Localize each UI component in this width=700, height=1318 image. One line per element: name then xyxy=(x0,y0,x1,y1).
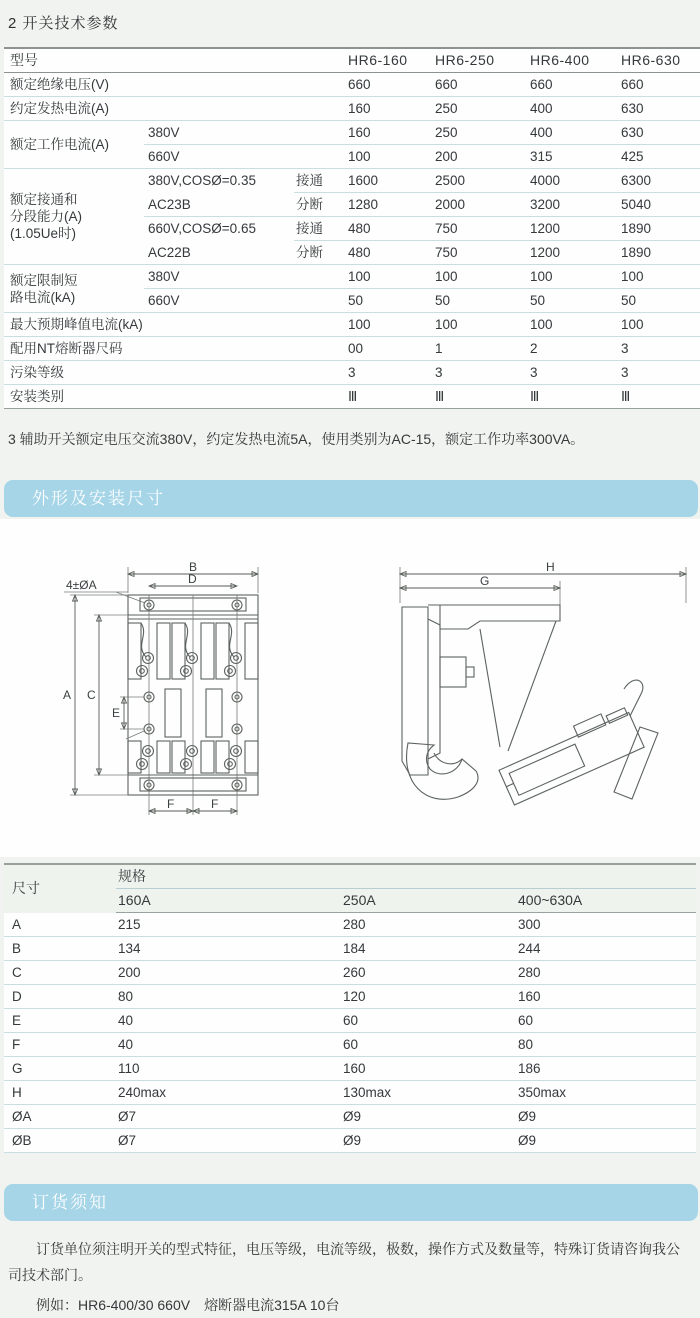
model-hr6-160: HR6-160 xyxy=(346,48,433,73)
table-cell: 接通 xyxy=(294,217,346,241)
table-row xyxy=(4,1057,696,1081)
table-row xyxy=(4,97,700,121)
dim-label-c: C xyxy=(87,688,96,702)
table-cell: 额定接通和 分段能力(A) (1.05Ue时) xyxy=(4,169,144,265)
hole-callout: 4±ØA xyxy=(66,578,97,592)
table-cell: 160 xyxy=(516,985,696,1009)
table-cell: B xyxy=(4,937,116,961)
table-cell: 100 xyxy=(346,265,433,289)
table-cell: 120 xyxy=(341,985,516,1009)
dims-corner-label: 尺寸 xyxy=(4,864,116,913)
table-cell: Ø7 xyxy=(116,1105,341,1129)
table-cell: 40 xyxy=(116,1009,341,1033)
table-cell: 750 xyxy=(433,217,528,241)
table-cell: 1600 xyxy=(346,169,433,193)
table-cell: 630 xyxy=(619,121,700,145)
table-cell: Ⅲ xyxy=(435,389,445,404)
table-row xyxy=(4,961,696,985)
table-cell: 分断 xyxy=(294,241,346,265)
table-cell: 100 xyxy=(433,265,528,289)
dim-label-b: B xyxy=(189,561,198,574)
table-cell: 250 xyxy=(433,121,528,145)
table-cell: 50 xyxy=(433,289,528,313)
table-cell: C xyxy=(4,961,116,985)
section-header-ordering-notes: 订货须知 xyxy=(4,1184,698,1221)
table-cell: 400 xyxy=(528,97,619,121)
table-cell: 250 xyxy=(433,97,528,121)
dim-label-e: E xyxy=(112,706,121,720)
table-cell: 660 xyxy=(433,73,528,97)
table-cell: 配用NT熔断器尺码 xyxy=(4,337,346,361)
table-cell: 660 xyxy=(528,73,619,97)
table-cell: ØA xyxy=(4,1105,116,1129)
table-cell: 110 xyxy=(116,1057,341,1081)
table-cell: ØB xyxy=(12,1133,32,1148)
table-cell: 额定绝缘电压(V) xyxy=(4,73,346,97)
table-cell: 380V xyxy=(144,121,346,145)
table-cell: 160 xyxy=(341,1057,516,1081)
table-row xyxy=(4,337,700,361)
section-header-outline-dimensions: 外形及安装尺寸 xyxy=(4,480,698,517)
table-row xyxy=(4,361,700,385)
model-label: 型号 xyxy=(4,48,346,73)
table-cell: 160 xyxy=(346,97,433,121)
dim-label-a: A xyxy=(63,688,72,702)
dimension-drawings xyxy=(0,519,700,857)
table-cell: 接通 xyxy=(294,169,346,193)
dims-header-row xyxy=(4,864,696,889)
table-cell: 480 xyxy=(346,241,433,265)
front-view-drawing xyxy=(28,561,358,829)
table-cell: 50 xyxy=(619,289,700,313)
table-cell: 215 xyxy=(116,913,341,937)
table-cell: 660 xyxy=(346,73,433,97)
table-cell: 300 xyxy=(516,913,696,937)
table-cell: 380V xyxy=(144,265,346,289)
table-cell: Ø7 xyxy=(118,1133,137,1148)
table-cell: 约定发热电流(A) xyxy=(4,97,346,121)
table-cell: 额定工作电流(A) xyxy=(4,121,144,169)
table-row xyxy=(4,265,700,289)
table-cell: 425 xyxy=(619,145,700,169)
table-cell: 80 xyxy=(516,1033,696,1057)
table-cell: 260 xyxy=(341,961,516,985)
table-cell: 3 xyxy=(619,337,700,361)
table-cell: 60 xyxy=(341,1009,516,1033)
model-hr6-400: HR6-400 xyxy=(528,48,619,73)
table-row xyxy=(4,313,700,337)
table-row xyxy=(4,169,700,193)
table-cell: 660 xyxy=(619,73,700,97)
table-cell: 安装类别 xyxy=(10,389,64,404)
table-cell: 50 xyxy=(346,289,433,313)
table-cell: 2500 xyxy=(433,169,528,193)
table-cell: 100 xyxy=(528,313,619,337)
table-cell: 60 xyxy=(341,1033,516,1057)
table-cell: 1 xyxy=(433,337,528,361)
dim-label-g: G xyxy=(480,574,490,588)
table-row xyxy=(4,1105,696,1129)
table-cell: 380V,COSØ=0.35 xyxy=(148,173,256,189)
table-cell: A xyxy=(4,913,116,937)
table-cell: Ø9 xyxy=(343,1133,362,1148)
table-cell: Ø9 xyxy=(518,1133,537,1148)
table-row xyxy=(4,913,696,937)
table-cell: 280 xyxy=(341,913,516,937)
table-cell: 00 xyxy=(346,337,433,361)
table-cell: Ø9 xyxy=(341,1105,516,1129)
table-cell: 350max xyxy=(516,1081,696,1105)
table-cell: F xyxy=(4,1033,116,1057)
side-view-drawing xyxy=(388,561,700,829)
table-cell: 750 xyxy=(433,241,528,265)
table-cell: 3 xyxy=(528,361,619,385)
table-row xyxy=(4,1081,696,1105)
table-cell: 480 xyxy=(346,217,433,241)
ordering-paragraph: 订货单位须注明开关的型式特征，电压等级，电流等级，极数，操作方式及数量等，特殊订货请咨询我公司技术部门。 xyxy=(8,1241,680,1283)
table-cell: 1280 xyxy=(346,193,433,217)
table-cell: 3200 xyxy=(528,193,619,217)
table-row xyxy=(4,73,700,97)
table-cell: 2 xyxy=(528,337,619,361)
table-cell: Ⅲ xyxy=(621,389,631,404)
auxiliary-switch-note: 3 辅助开关额定电压交流380V，约定发热电流5A，使用类别为AC-15，额定工作功率300VA。 xyxy=(8,431,585,447)
table-cell: 最大预期峰值电流(kA) xyxy=(4,313,346,337)
col-250a: 250A xyxy=(341,889,516,913)
table-cell: 5040 xyxy=(619,193,700,217)
table-cell: 200 xyxy=(433,145,528,169)
table-cell: Ⅲ xyxy=(348,389,358,404)
dimensions-table xyxy=(4,863,696,1153)
table-cell: 100 xyxy=(346,145,433,169)
table-cell: 80 xyxy=(116,985,341,1009)
table-cell: 50 xyxy=(528,289,619,313)
table-row xyxy=(4,121,700,145)
dim-label-d: D xyxy=(188,572,197,586)
table-cell: 1890 xyxy=(619,241,700,265)
table-cell: 244 xyxy=(516,937,696,961)
table-cell: 400 xyxy=(528,121,619,145)
table-cell: 200 xyxy=(116,961,341,985)
table-cell: 660V xyxy=(144,289,346,313)
dim-label-f2: F xyxy=(211,797,219,811)
table-cell: 2000 xyxy=(433,193,528,217)
table-row xyxy=(4,937,696,961)
table-cell: AC23B xyxy=(144,193,294,217)
table-cell: 280 xyxy=(516,961,696,985)
table-cell: 100 xyxy=(346,313,433,337)
table-cell: 1200 xyxy=(528,241,619,265)
table-row xyxy=(4,985,696,1009)
table-cell: 100 xyxy=(528,265,619,289)
table-cell: 130max xyxy=(341,1081,516,1105)
table-cell: 额定限制短 路电流(kA) xyxy=(4,265,144,313)
table-cell: 134 xyxy=(116,937,341,961)
table-cell: 40 xyxy=(116,1033,341,1057)
model-hr6-250: HR6-250 xyxy=(433,48,528,73)
table-cell: 1200 xyxy=(528,217,619,241)
table-cell: D xyxy=(4,985,116,1009)
table-cell: Ø9 xyxy=(516,1105,696,1129)
table-cell: 3 xyxy=(433,361,528,385)
model-hr6-630: HR6-630 xyxy=(619,48,700,73)
table-cell: H xyxy=(4,1081,116,1105)
col-160a: 160A xyxy=(116,889,341,913)
table-row xyxy=(4,1009,696,1033)
table-cell: 3 xyxy=(619,361,700,385)
table-cell: 分断 xyxy=(294,193,346,217)
table-row xyxy=(4,385,700,409)
table-cell: 100 xyxy=(619,265,700,289)
spec-group-label: 规格 xyxy=(116,864,696,889)
table-cell: 6300 xyxy=(619,169,700,193)
page-title: 2 开关技术参数 xyxy=(8,15,119,32)
table-cell: 660V xyxy=(144,145,346,169)
table-cell: Ⅲ xyxy=(530,389,540,404)
table-cell: 240max xyxy=(116,1081,341,1105)
table-cell: 315 xyxy=(528,145,619,169)
table-cell: G xyxy=(4,1057,116,1081)
fuse-carrier xyxy=(495,703,644,805)
table-cell: 660V,COSØ=0.65 xyxy=(148,221,256,237)
table-cell: 100 xyxy=(433,313,528,337)
ordering-example: 例如：HR6-400/30 660V 熔断器电流315A 10台 xyxy=(36,1297,340,1313)
table-cell: AC22B xyxy=(144,241,294,265)
dim-label-f1: F xyxy=(167,797,175,811)
table-cell: 184 xyxy=(341,937,516,961)
table-row xyxy=(4,1033,696,1057)
table-cell: 60 xyxy=(516,1009,696,1033)
table-cell: 630 xyxy=(619,97,700,121)
table-cell: 4000 xyxy=(528,169,619,193)
params-header-row xyxy=(4,48,700,73)
table-cell: 100 xyxy=(619,313,700,337)
table-cell: 160 xyxy=(346,121,433,145)
table-cell: 3 xyxy=(346,361,433,385)
params-table xyxy=(4,47,700,409)
dim-label-h: H xyxy=(546,561,555,574)
table-cell: E xyxy=(4,1009,116,1033)
table-row xyxy=(4,1129,696,1153)
table-cell: 186 xyxy=(516,1057,696,1081)
table-cell: 污染等级 xyxy=(4,361,346,385)
col-400-630a: 400~630A xyxy=(516,889,696,913)
table-cell: 1890 xyxy=(619,217,700,241)
ordering-text xyxy=(8,1236,692,1318)
